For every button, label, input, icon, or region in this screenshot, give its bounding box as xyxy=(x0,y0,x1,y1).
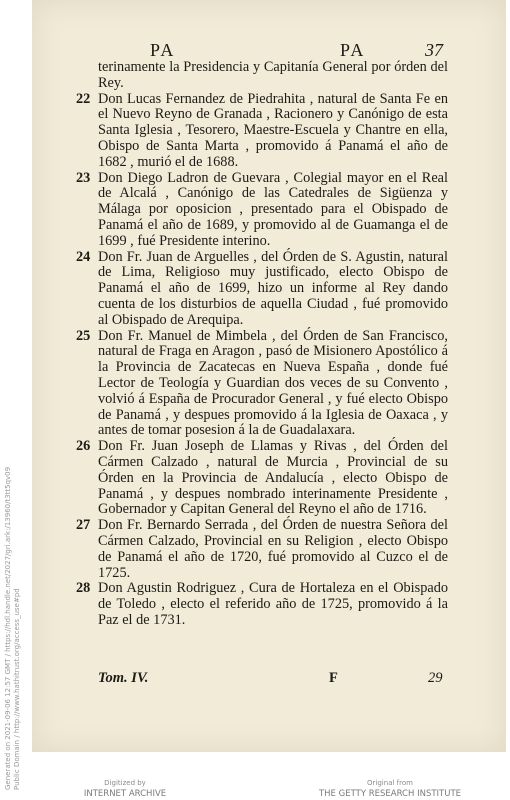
entry-text: Don Fr. Juan de Arguelles , del Órden de S. Agustin, natural de Lima, Religioso muy justificado, electo Obispo de Panamá el año de 1699, hizo un informe al Rey dando cuenta de los disturbios de aquella Ciudad , fué promovido al Obispado de Arequipa. xyxy=(98,248,448,328)
entry-25 xyxy=(70,329,448,440)
catch-page: 29 xyxy=(428,670,443,686)
entry-text: Don Fr. Manuel de Mimbela , del Órden de San Francisco, natural de Fraga en Aragon , pasó de Misionero Apostólico á la Provincia de Zacatecas en Nueva España , donde fué Lector de Teología y Guardian dos veces de su Convento , volvió á España de Procurador General , y fué electo Obispo de Panamá , y despues promovido á la Iglesia de Oaxaca , y antes de tomar posesion á la de Guadalaxara. xyxy=(98,327,448,439)
digitized-by-credit xyxy=(60,778,190,800)
page-number: 37 xyxy=(425,40,443,60)
header-middle: PA xyxy=(340,40,366,60)
credit-name: INTERNET ARCHIVE xyxy=(83,789,167,799)
entry-number: 22 xyxy=(76,90,91,107)
entry-text: Don Fr. Juan Joseph de Llamas y Rivas , del Órden del Cármen Calzado , natural de Murcia , Provincial de su Órden en la Provincia de Andalucía , electo Obispo de Panamá , y despues nombrado interinamente Presidente , Gobernador y Capitan General del Reyno el año de 1716. xyxy=(98,438,448,518)
entry-27 xyxy=(70,518,448,581)
header-left: PA xyxy=(150,40,176,60)
entry-28 xyxy=(70,581,448,628)
credit-name: THE GETTY RESEARCH INSTITUTE xyxy=(318,789,462,799)
entry-text: Don Diego Ladron de Guevara , Colegial mayor en el Real de Alcalá , Canónigo de las Catedrales de Sigüenza y Málaga por oposicion , presentado para el Obispado de Panamá el año de 1689, y promovido al de Guamanga el de 1699 , fué Presidente interino. xyxy=(98,169,448,249)
entry-22 xyxy=(70,92,448,171)
credit-label: Original from xyxy=(367,779,413,787)
entry-number: 23 xyxy=(76,169,91,186)
entry-24 xyxy=(70,250,448,329)
entry-number: 28 xyxy=(76,580,91,597)
volume-label: Tom. IV. xyxy=(98,670,149,686)
original-from-credit xyxy=(300,778,480,800)
generation-sidebar xyxy=(4,410,22,790)
page-body xyxy=(70,60,448,629)
entry-number: 26 xyxy=(76,438,91,455)
entry-23 xyxy=(70,171,448,250)
entry-26 xyxy=(70,439,448,518)
intro-continuation xyxy=(70,60,448,92)
entry-text: Don Agustin Rodriguez , Cura de Hortaleza en el Obispado de Toledo , electo el referido año de 1725, promovido á la Paz el de 1731. xyxy=(98,580,448,628)
entry-text: Don Fr. Bernardo Serrada , del Órden de nuestra Señora del Cármen Calzado, Provincial en su Religion , electo Obispo de Panamá el año de 1720, fué promovido al Cuzco el de 1725. xyxy=(98,517,448,581)
intro-text: terinamente la Presidencia y Capitanía General por órden del Rey. xyxy=(98,59,448,91)
entry-text: Don Lucas Fernandez de Piedrahita , natural de Santa Fe en el Nuevo Reyno de Granada , Racionero y Canónigo de esta Santa Iglesia , Tesorero, Maestre-Escuela y Chantre en ella, Obispo de Santa Marta , promovido á Panamá el año de 1682 , murió el de 1688. xyxy=(98,90,448,170)
page-footer xyxy=(32,670,506,692)
entry-number: 27 xyxy=(76,517,91,534)
signature-mark: F xyxy=(329,670,338,686)
entry-number: 25 xyxy=(76,327,91,344)
credit-label: Digitized by xyxy=(104,779,146,787)
sidebar-line-2: Public Domain / http://www.hathitrust.org/access_use#pd xyxy=(13,588,21,790)
sidebar-line-1: Generated on 2021-09-06 12:57 GMT / https://hdl.handle.net/2027/gri.ark:/13960/t3tt5qv09 xyxy=(4,466,12,790)
entry-number: 24 xyxy=(76,248,91,265)
